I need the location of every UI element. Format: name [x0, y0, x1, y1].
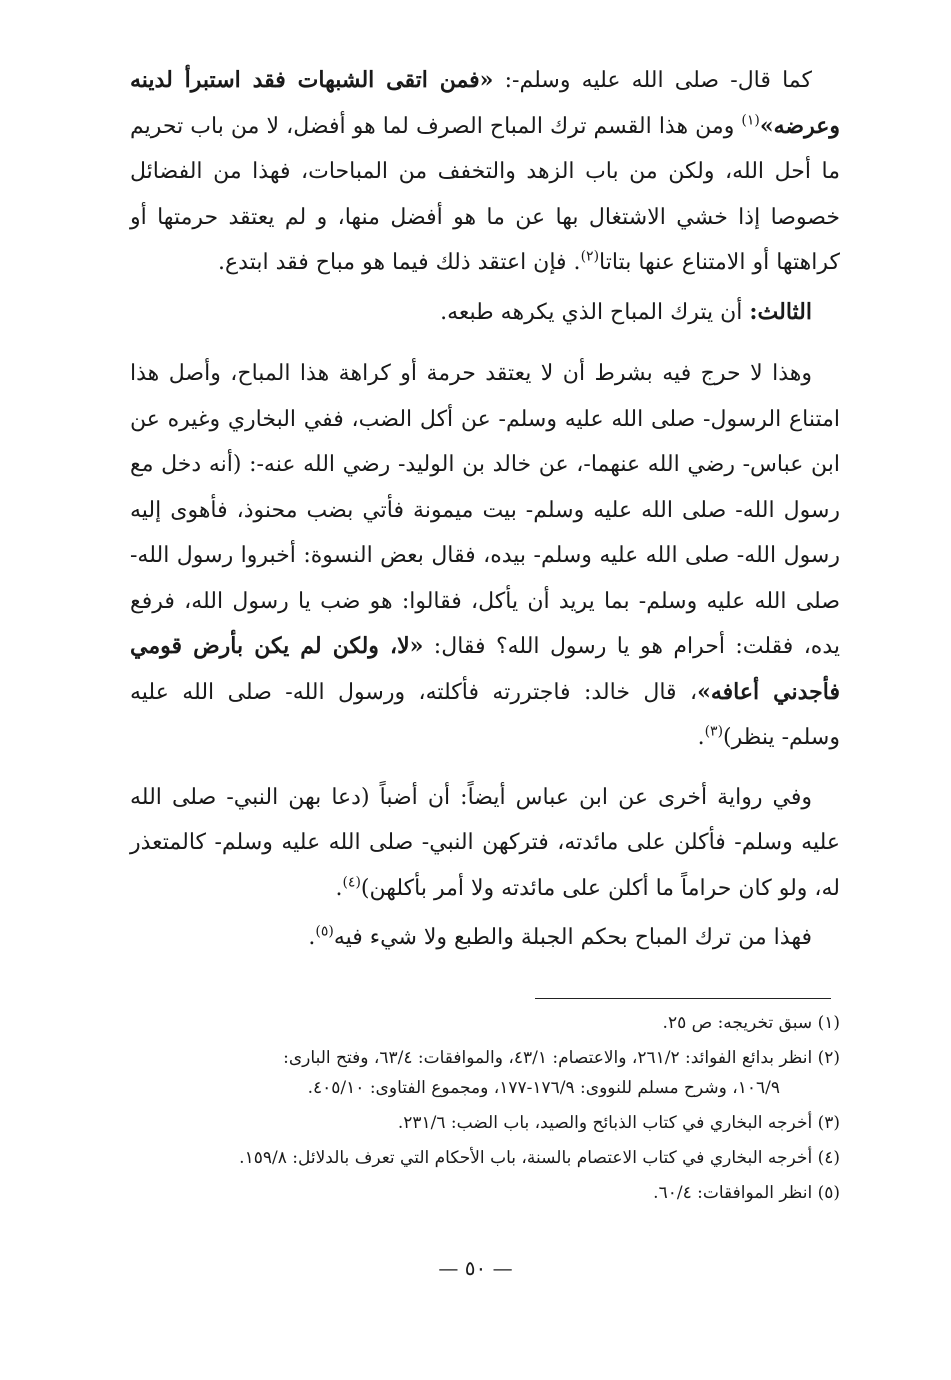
footnote-divider — [535, 998, 831, 999]
paragraph-2-text: أن يترك المباح الذي يكرهه طبعه. — [440, 299, 750, 325]
paragraph-3-end: . — [697, 725, 705, 750]
paragraph-5-body: فهذا من ترك المباح بحكم الجبلة والطبع ولا شيء فيه — [333, 925, 812, 950]
footnote-ref-2: (٢) — [580, 248, 600, 265]
paragraph-5 — [130, 915, 840, 961]
hadith-quote-1: «فمن اتقى الشبهات فقد استبرأ لدينه وعرضه» — [130, 67, 840, 139]
footnote-text: انظر الموافقات: ٦٠/٤. — [653, 1183, 813, 1203]
paragraph-4-end: . — [335, 875, 343, 901]
footnote-number: (٥) — [817, 1183, 840, 1203]
paragraph-5-end: . — [308, 925, 316, 950]
footnote-text: أخرجه البخاري في كتاب الاعتصام بالسنة، باب الأحكام التي تعرف بالدلائل: ١٥٩/٨. — [239, 1148, 813, 1168]
paragraph-3 — [130, 351, 840, 761]
footnote-number: (٤) — [817, 1148, 840, 1168]
footnote-ref-4: (٤) — [342, 874, 361, 891]
paragraph-4-body: وفي رواية أخرى عن ابن عباس أيضاً: أن أضباً (دعا بهن النبي- صلى الله عليه وسلم- فأكلن على مائدته، فتركهن النبي- صلى الله عليه وسلم- كالمتعذر له، ولو كان حراماً ما أكلن على مائدته ولا أمر بأكلهن) — [130, 784, 840, 901]
footnote-number: (٢) — [817, 1048, 840, 1068]
footnote-text: أخرجه البخاري في كتاب الذبائح والصيد، باب الضب: ٢٣١/٦. — [397, 1113, 813, 1133]
footnote-1 — [132, 1008, 840, 1038]
footnotes — [132, 1008, 840, 1213]
footnote-ref-5: (٥) — [315, 923, 334, 940]
paragraph-2 — [130, 290, 840, 336]
paragraph-1-end: . فإن اعتقد ذلك فيما هو مباح فقد ابتدع. — [218, 250, 581, 275]
paragraph-3-cont: ، قال خالد: فاجتررته فأكلته، ورسول الله- صلى الله عليه وسلم- ينظر) — [130, 679, 840, 750]
footnote-text: انظر بدائع الفوائد: ٢٦١/٢، والاعتصام: ٤٣/١، والموافقات: ٦٣/٤، وفتح البارى: — [283, 1048, 813, 1068]
footnote-continuation: ١٠٦/٩، وشرح مسلم للنووى: ١٧٦/٩-١٧٧، ومجموع الفتاوى: ٤٠٥/١٠. — [307, 1078, 780, 1098]
footnote-5 — [132, 1178, 840, 1208]
footnote-3 — [132, 1108, 840, 1138]
paragraph-4 — [130, 775, 840, 912]
footnote-text: سبق تخريجه: ص ٢٥. — [662, 1013, 813, 1033]
footnote-number: (٣) — [817, 1113, 840, 1133]
footnote-number: (١) — [817, 1013, 840, 1033]
paragraph-1-intro: كما قال- صلى الله عليه وسلم-: — [493, 68, 812, 93]
footnote-ref-3: (٣) — [704, 723, 724, 740]
footnote-4 — [132, 1143, 840, 1173]
paragraph-1 — [130, 58, 840, 286]
footnote-2 — [132, 1043, 840, 1103]
footnote-ref-1: (١) — [741, 112, 760, 129]
main-text — [130, 58, 840, 961]
paragraph-3-body: وهذا لا حرج فيه بشرط أن لا يعتقد حرمة أو كراهة هذا المباح، وأصل هذا امتناع الرسول- صلى الله عليه وسلم- عن أكل الضب، ففي البخاري وغيره عن ابن عباس- رضي الله عنهما-، عن خالد بن الوليد- رضي الله عنه-: (أنه دخل مع رسول الله- صلى الله عليه وسلم- بيت ميمونة فأتي بضب محنوذ، فأهوى إليه رسول الله- صلى الله عليه وسلم- بيده، فقال بعض النسوة: أخبروا رسول الله- صلى الله عليه وسلم- بما يريد أن يأكل، فقالوا: هو ضب يا رسول الله، فرفع يده، فقلت: أحرام هو يا رسول الله؟ فقال: — [130, 361, 840, 659]
page-number: — ٥٠ — — [438, 1256, 513, 1280]
section-label-third: الثالث: — [749, 298, 812, 325]
hadith-quote-2: «لا، ولكن لم يكن بأرض قومي فأجدني أعافه» — [130, 633, 840, 705]
paragraph-1-body: ومن هذا القسم ترك المباح الصرف لما هو أفضل، لا من باب تحريم ما أحل الله، ولكن من باب الزهد والتخفف من المباحات، فهذا من الفضائل خصوصا إذا خشي الاشتغال بها عن ما هو أفضل منها، و لم يعتقد حرمتها أو كراهتها أو الامتناع عنها بتاتا — [130, 113, 840, 275]
